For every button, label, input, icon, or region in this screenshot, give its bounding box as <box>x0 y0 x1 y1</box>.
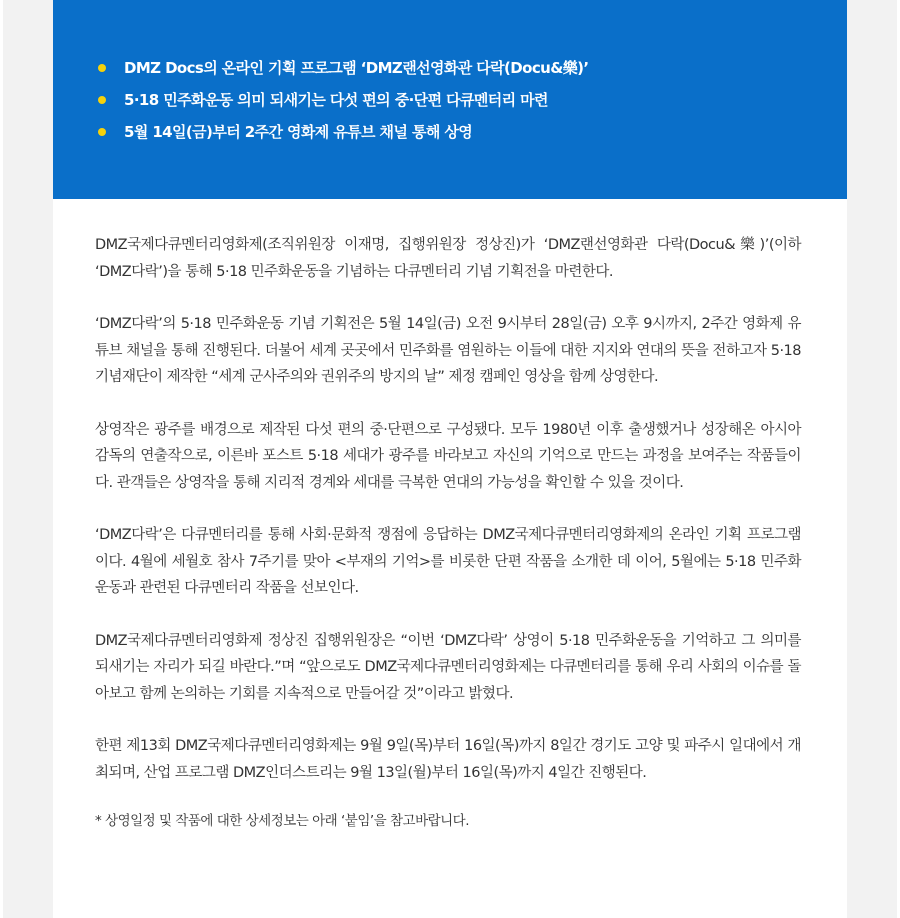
article-body <box>95 232 801 861</box>
summary-header <box>53 0 847 199</box>
paragraph-lineup: 상영작은 광주를 배경으로 제작된 다섯 편의 중·단편으로 구성됐다. 모두 1980년 이후 출생했거나 성장해온 아시아 감독의 연출작으로, 이른바 포스트 5·18 세대가 광주를 바라보고 자신의 기억으로 만드는 과정을 보여주는 작품들이다. 관객들은 상영작을 통해 지리적 경계와 세대를 극복한 연대의 가능성을 확인할 수 있을 것이다. <box>95 421 801 491</box>
footnote: * 상영일정 및 작품에 대한 상세정보는 아래 ‘붙임’을 참고바랍니다. <box>95 813 470 829</box>
bullet-dot-icon <box>98 64 106 72</box>
page-edge-left <box>0 0 3 918</box>
paragraph-festival: 한편 제13회 DMZ국제다큐멘터리영화제는 9월 9일(목)부터 16일(목)까지 8일간 경기도 고양 및 파주시 일대에서 개최되며, 산업 프로그램 DMZ인더스트리는 9월 13일(월)부터 16일(목)까지 4일간 진행된다. <box>95 738 801 781</box>
highlight-item <box>98 55 818 87</box>
paragraph-intro: DMZ국제다큐멘터리영화제(조직위원장 이재명, 집행위원장 정상진)가 ‘DMZ랜선영화관 다락(Docu&樂)’(이하 ‘DMZ다락’)을 통해 5·18 민주화운동을 기념하는 다큐멘터리 기념 기획전을 마련한다. <box>95 237 801 280</box>
highlight-item <box>98 87 818 119</box>
paragraph-quote: DMZ국제다큐멘터리영화제 정상진 집행위원장은 “이번 ‘DMZ다락’ 상영이 5·18 민주화운동을 기억하고 그 의미를 되새기는 자리가 되길 바란다.”며 “앞으로도 DMZ국제다큐멘터리영화제는 다큐멘터리를 통해 우리 사회의 이슈를 돌아보고 함께 논의하는 기회를 지속적으로 만들어갈 것”이라고 밝혔다. <box>95 632 801 702</box>
highlight-text: 5월 14일(금)부터 2주간 영화제 유튜브 채널 통해 상영 <box>124 123 473 141</box>
highlight-text: DMZ Docs의 온라인 기획 프로그램 ‘DMZ랜선영화관 다락(Docu&樂)’ <box>124 59 589 77</box>
highlight-item <box>98 119 818 151</box>
press-release-card <box>53 0 847 918</box>
highlights-list <box>98 55 818 151</box>
bullet-dot-icon <box>98 128 106 136</box>
highlight-text: 5·18 민주화운동 의미 되새기는 다섯 편의 중·단편 다큐멘터리 마련 <box>124 91 548 109</box>
paragraph-schedule: ‘DMZ다락’의 5·18 민주화운동 기념 기획전은 5월 14일(금) 오전 9시부터 28일(금) 오후 9시까지, 2주간 영화제 유튜브 채널을 통해 진행된다. 더불어 세계 곳곳에서 민주화를 염원하는 이들에 대한 지지와 연대의 뜻을 전하고자 5·18기념재단이 제작한 “세계 군사주의와 권위주의 방지의 날” 제정 캠페인 영상을 함께 상영한다. <box>95 316 801 385</box>
bullet-dot-icon <box>98 96 106 104</box>
paragraph-program: ‘DMZ다락’은 다큐멘터리를 통해 사회·문화적 쟁점에 응답하는 DMZ국제다큐멘터리영화제의 온라인 기획 프로그램이다. 4월에 세월호 참사 7주기를 맞아 <부재의 기억>를 비롯한 단편 작품을 소개한 데 이어, 5월에는 5·18 민주화운동과 관련된 다큐멘터리 작품을 선보인다. <box>95 527 801 596</box>
